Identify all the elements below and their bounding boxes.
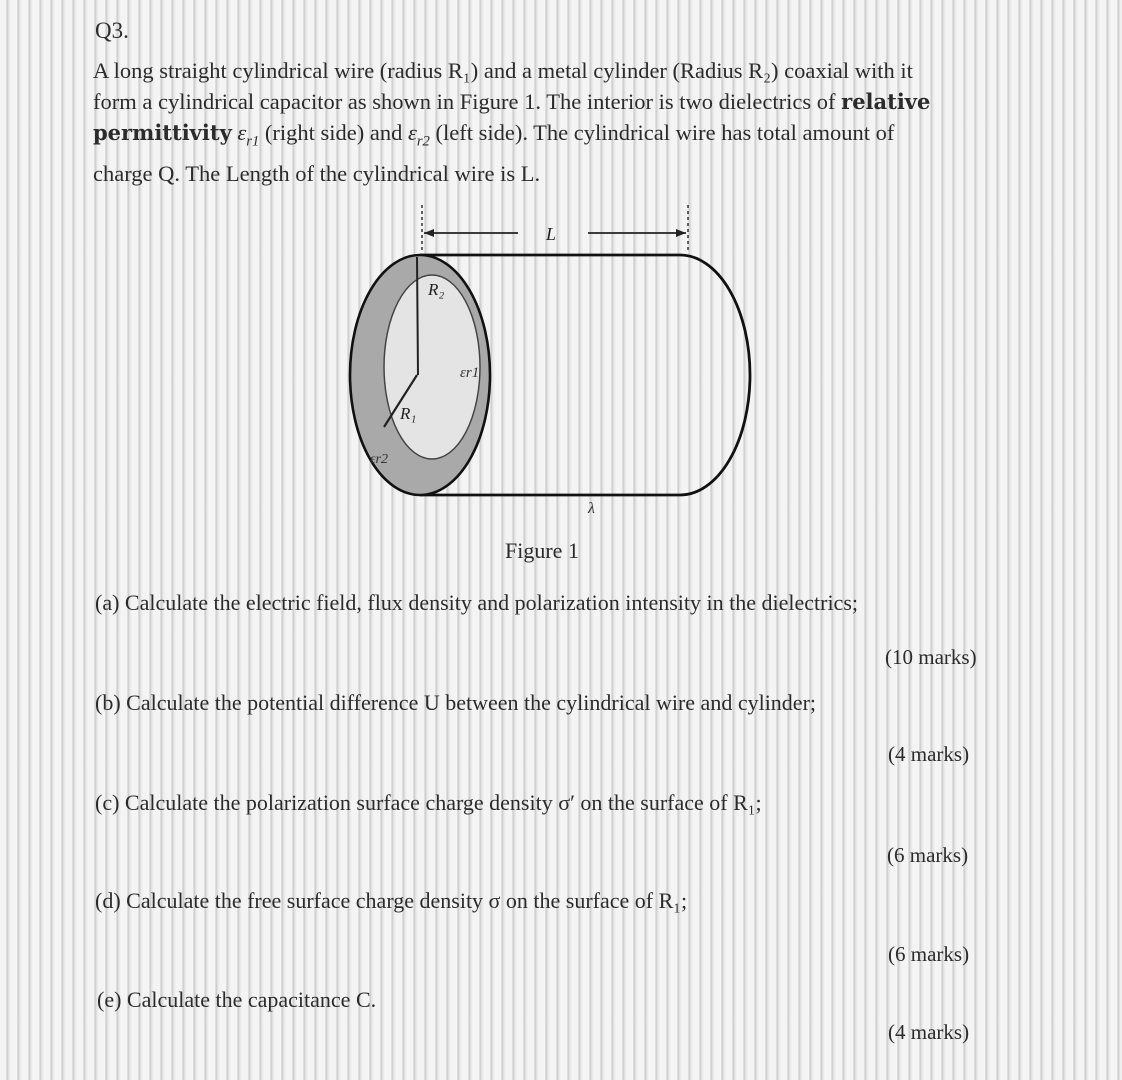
radius-line-R2 <box>417 257 418 375</box>
intro-bold-permittivity: permittivity <box>93 120 232 145</box>
label-epsilon-r1: εr1 <box>460 365 480 381</box>
intro-line-3 <box>93 117 993 158</box>
intro-line-4: charge Q. The Length of the cylindrical wire is L. <box>93 160 541 186</box>
figure-caption: Figure 1 <box>505 538 579 563</box>
epsilon-symbol-2: ε <box>408 120 417 145</box>
intro-line-1: A long straight cylindrical wire (radius R₁) and a metal cylinder (Radius R₂) coaxial with it <box>93 58 913 83</box>
label-L: L <box>546 224 557 244</box>
label-epsilon-r2: εr2 <box>370 452 388 467</box>
cylindrical-capacitor-figure <box>320 195 790 535</box>
label-lambda: λ <box>588 500 595 517</box>
label-R1: R₁ <box>400 404 417 423</box>
dimension-arrow-left <box>424 229 434 237</box>
label-R2: R₂ <box>428 280 445 299</box>
epsilon-symbol-1: ε <box>237 120 247 145</box>
part-b-text: (b) Calculate the potential difference U between the cylindrical wire and cylinder; <box>95 690 817 715</box>
part-d-marks: (6 marks) <box>888 942 970 966</box>
part-e-marks: (4 marks) <box>888 1020 970 1044</box>
intro-line-2 <box>93 86 993 117</box>
intro-line-2-text: form a cylindrical capacitor as shown in Figure 1. The interior is two dielectrics of <box>93 89 842 114</box>
dimension-arrow-right <box>676 229 686 237</box>
question-intro <box>93 55 993 189</box>
part-a-text: (a) Calculate the electric field, flux density and polarization intensity in the dielectrics; <box>95 590 858 615</box>
part-c-text: (c) Calculate the polarization surface charge density σ′ on the surface of R₁; <box>95 790 762 815</box>
part-a-marks: (10 marks) <box>885 645 977 669</box>
part-e-text: (e) Calculate the capacitance C. <box>97 987 377 1012</box>
epsilon-subscript-2: r2 <box>416 133 430 150</box>
intro-line-3-text-c: (left side). The cylindrical wire has total amount of <box>429 120 895 145</box>
intro-line-3-text-b: (right side) and <box>259 120 408 145</box>
question-number: Q3. <box>95 18 129 43</box>
intro-bold-relative: relative <box>841 89 931 114</box>
part-b-marks: (4 marks) <box>888 742 970 766</box>
part-c-marks: (6 marks) <box>887 843 969 867</box>
part-d-text: (d) Calculate the free surface charge density σ on the surface of R₁; <box>95 888 688 913</box>
epsilon-subscript-1: r1 <box>246 133 260 150</box>
